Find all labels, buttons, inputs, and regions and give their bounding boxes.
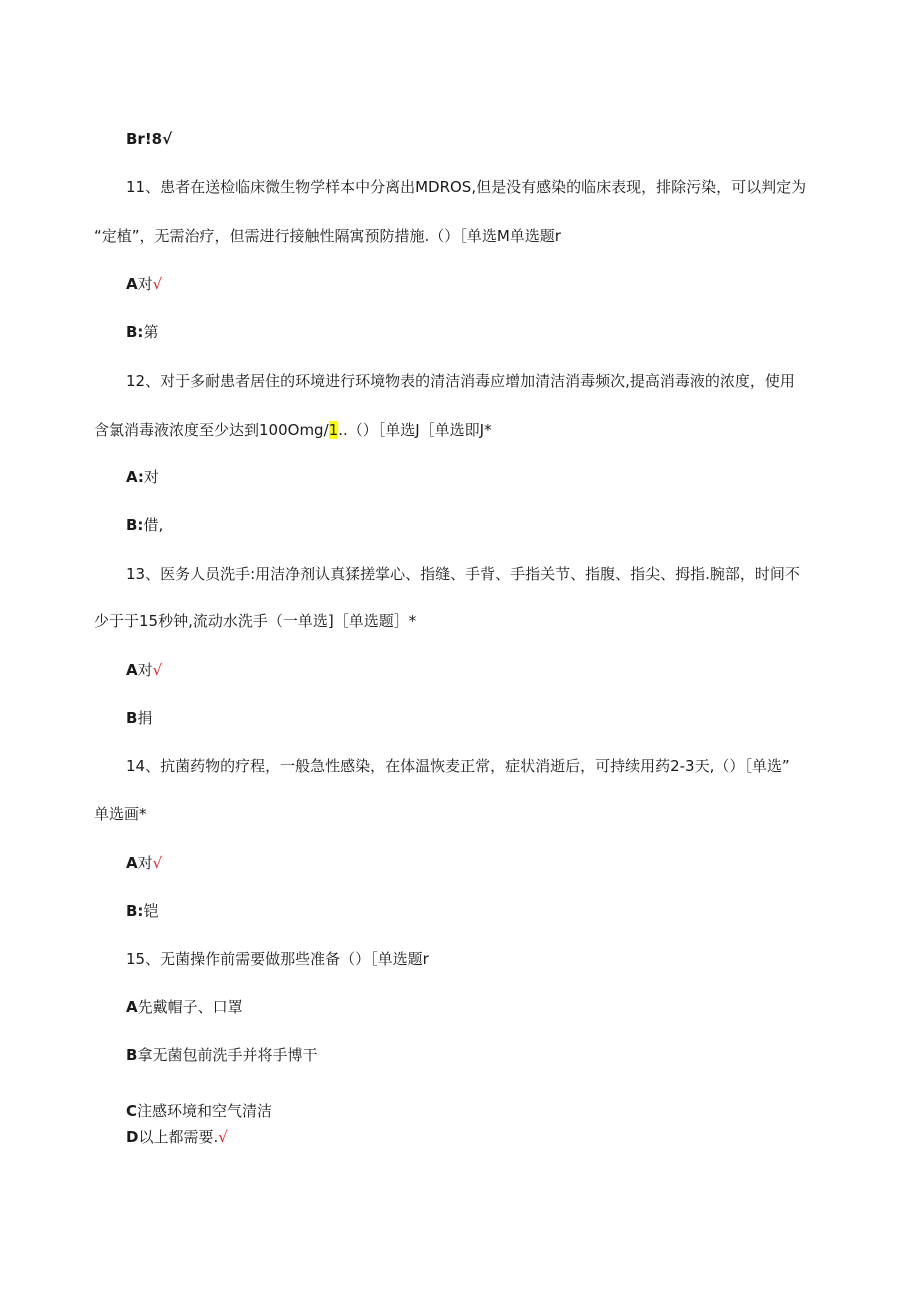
checkmark-icon: √ [152,661,163,679]
option-label: B [126,1046,138,1064]
q13-option-a [126,659,162,681]
option-text: 以上都需要. [138,1128,219,1146]
option-label: B: [126,323,144,341]
question-12-line-2 [94,419,492,441]
q14-option-b [126,900,158,922]
checkmark-icon: √ [218,1128,228,1146]
option-label: D [126,1128,139,1146]
option-label: A [126,854,138,872]
q14-option-a [126,852,162,874]
q11-option-a [126,273,162,295]
option-label: C [126,1102,138,1120]
option-label: A [126,998,138,1016]
q15-option-a [126,996,243,1018]
option-text: 注感环境和空气清洁 [137,1102,273,1120]
checkmark-icon: √ [152,275,163,293]
q15-option-c [126,1100,272,1122]
option-text: 捐 [137,709,153,727]
answer-fragment: Br!8√ [126,130,173,148]
option-text: 对 [137,854,153,872]
highlighted-text: 1 [328,421,339,439]
option-label: B [126,709,138,727]
question-14-line-2: 单选画* [94,805,147,823]
option-label: B: [126,902,144,920]
q13-option-b [126,707,152,729]
option-text: 借, [143,516,164,534]
question-15-line-1: 15、无菌操作前需要做那些准备（）［单选题r [126,950,429,968]
checkmark-icon: √ [152,854,163,872]
question-14-line-1: 14、抗菌药物的疗程，一般急性感染，在体温恢麦正常，症状消逝后，可持续用药2-3天,（）［单选” [126,757,790,775]
option-text: 对 [137,661,153,679]
question-11-line-2: “定植”，无需治疗，但需进行接触性隔寓预防措施.（）［单选M单选题r [94,227,561,245]
option-label: A [126,661,138,679]
q15-option-d [126,1126,228,1148]
option-text: 拿无菌包前洗手并将手博干 [137,1046,318,1064]
option-text: 铠 [143,902,159,920]
question-11-line-1: 11、患者在送检临床微生物学样本中分离出MDROS,但是没有感染的临床表现，排除污染，可以判定为 [126,178,807,196]
question-13-line-2: 少于于15秒钟,流动水洗手（一单选]［单选题］* [94,612,417,630]
q12-text-pre: 含氯消毒液浓度至少达到100Omg/ [94,421,329,439]
option-label: A: [126,468,144,486]
q12-option-a [126,466,159,488]
q11-option-b [126,321,158,343]
option-label: B: [126,516,144,534]
option-text: 第 [143,323,159,341]
q12-option-b [126,514,163,536]
option-text: 对 [143,468,159,486]
q12-text-post: ..（）［单选J［单选即J* [338,421,492,439]
question-13-line-1: 13、医务人员洗手:用洁净剂认真猱搓掌心、指缝、手背、手指关节、指腹、指尖、拇指.腕部，时间不 [126,565,800,583]
option-text: 先戴帽子、口罩 [137,998,243,1016]
q15-option-b [126,1044,317,1066]
question-12-line-1: 12、对于多耐患者居住的环境进行环境物表的清洁消毒应增加清洁消毒频次,提高消毒液的浓度，使用 [126,372,795,390]
option-text: 对 [137,275,153,293]
option-label: A [126,275,138,293]
